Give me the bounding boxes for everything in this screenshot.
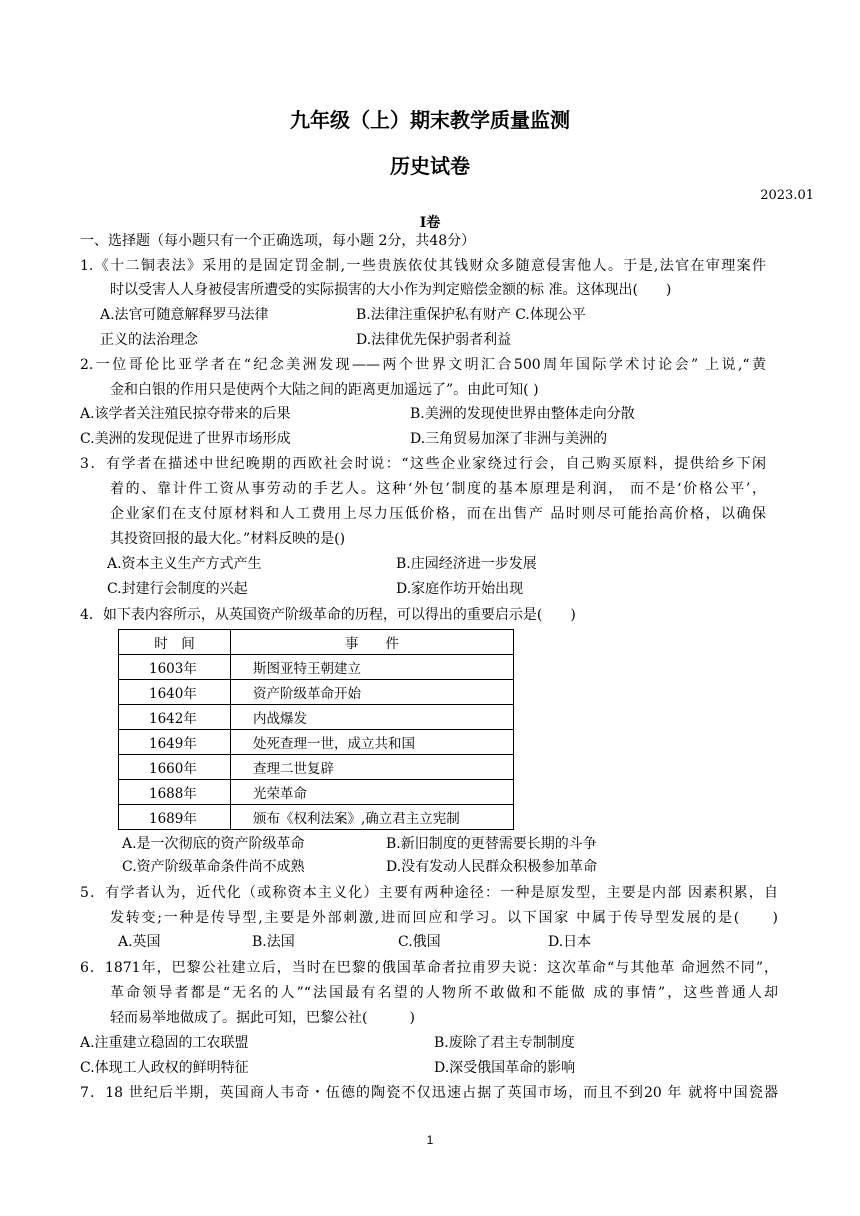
q3-option: B.庄园经济进一步发展	[396, 556, 537, 572]
q4-stem-line: 4．如下表内容所示，从英国资产阶级革命的历程，可以得出的重要启示是( )	[80, 607, 576, 623]
q2-option: D.三角贸易加深了非洲与美洲的	[410, 431, 608, 447]
q6-stem-line: 轻而易举地做成了。据此可知，巴黎公社( )	[110, 1010, 415, 1026]
table-row	[119, 680, 514, 705]
q3-stem-line: 企业家们在支付原材料和人工费用上尽力压低价格，而在出售产 品时则尽可能抬高价格，以确保	[110, 506, 766, 522]
table-header-event: 事 件	[231, 630, 514, 655]
q3-option: A.资本主义生产方式产生	[107, 556, 262, 572]
q1-option: B.法律注重保护私有财产 C.体现公平	[356, 307, 586, 323]
q2-option: B.美洲的发现使世界由整体走向分散	[410, 406, 635, 422]
q4-option: A.是一次彻底的资产阶级革命	[122, 836, 305, 852]
q5-stem-line: 发转变;一种是传导型,主要是外部刺激,进而回应和学习。以下国家 中属于传导型发展的是( )	[110, 910, 778, 926]
q3-stem-line: 着的、靠计件工资从事劳动的手艺人。这种‘外包’制度的基本原理是利润， 而不是‘价格公平’，	[110, 481, 766, 497]
exam-subtitle: 历史试卷	[390, 154, 470, 178]
table-row	[119, 655, 514, 680]
events-table	[118, 629, 514, 830]
table-row	[119, 730, 514, 755]
q2-option: A.该学者关注殖民掠夺带来的后果	[80, 406, 291, 422]
q5-option: B.法国	[252, 934, 295, 950]
q1-option: 正义的法治理念	[100, 332, 198, 348]
table-cell-year: 1640年	[119, 680, 231, 705]
page-number: 1	[426, 1133, 434, 1147]
q5-option: D.日本	[548, 934, 592, 950]
table-cell-year: 1660年	[119, 755, 231, 780]
table-cell-year: 1642年	[119, 705, 231, 730]
q6-option: A.注重建立稳固的工农联盟	[80, 1035, 249, 1051]
table-cell-year: 1688年	[119, 780, 231, 805]
q5-option: A.英国	[118, 934, 161, 950]
table-cell-event: 光荣革命	[231, 780, 514, 805]
table-row	[119, 755, 514, 780]
q6-option: D.深受俄国革命的影响	[434, 1060, 576, 1076]
table-cell-year: 1689年	[119, 805, 231, 830]
q5-option: C.俄国	[398, 934, 441, 950]
q6-option: B.废除了君主专制制度	[434, 1035, 575, 1051]
q3-stem-line: 3．有学者在描述中世纪晚期的西欧社会时说：“这些企业家绕过行会，自己购买原料，提供给乡下闲	[80, 456, 766, 472]
q4-option: D.没有发动人民群众积极参加革命	[386, 859, 598, 875]
q1-stem-line: 1.《十二铜表法》采用的是固定罚金制,一些贵族依仗其钱财众多随意侵害他人。于是,法官在审理案件	[80, 258, 766, 274]
q1-stem-line: 时以受害人人身被侵害所遭受的实际损害的大小作为判定赔偿金额的标 准。这体现出( )	[110, 282, 672, 298]
table-cell-event: 资产阶级革命开始	[231, 680, 514, 705]
table-header-time: 时 间	[119, 630, 231, 655]
q2-option: C.美洲的发现促进了世界市场形成	[80, 431, 291, 447]
table-header-row	[119, 630, 514, 655]
table-cell-event: 斯图亚特王朝建立	[231, 655, 514, 680]
table-row	[119, 705, 514, 730]
table-cell-event: 查理二世复辟	[231, 755, 514, 780]
table-cell-event: 内战爆发	[231, 705, 514, 730]
instructions: 一、选择题（每小题只有一个正确选项，每小题 2分，共48分）	[80, 233, 476, 249]
table-row	[119, 780, 514, 805]
q3-option: D.家庭作坊开始出现	[396, 581, 524, 597]
q6-option: C.体现工人政权的鲜明特征	[80, 1060, 249, 1076]
q4-option: B.新旧制度的更替需要长期的斗争	[386, 836, 597, 852]
table-cell-event: 处死查理一世，成立共和国	[231, 730, 514, 755]
table-cell-year: 1649年	[119, 730, 231, 755]
exam-date: 2023.01	[760, 188, 814, 203]
table-row	[119, 805, 514, 830]
q6-stem-line: 6．1871年，巴黎公社建立后，当时在巴黎的俄国革命者拉甫罗夫说：这次革命“与其他革 命迥然不同”，	[80, 960, 778, 976]
q2-stem-line: 金和白银的作用只是使两个大陆之间的距离更加遥远了”。由此可知( )	[110, 382, 539, 398]
section-heading: Ⅰ卷	[419, 215, 441, 231]
q5-stem-line: 5．有学者认为，近代化（或称资本主义化）主要有两种途径：一种是原发型，主要是内部 因素积累，自	[80, 885, 778, 901]
q1-option: D.法律优先保护弱者利益	[356, 332, 512, 348]
q2-stem-line: 2.一位哥伦比亚学者在“纪念美洲发现——两个世界文明汇合500周年国际学术讨论会” 上说,“黄	[80, 357, 766, 373]
exam-title: 九年级（上）期末教学质量监测	[290, 108, 570, 132]
q3-stem-line: 其投资回报的最大化。”材料反映的是()	[110, 531, 346, 547]
q7-stem-line: 7．18 世纪后半期，英国商人韦奇・伍德的陶瓷不仅迅速占据了英国市场，而且不到20 年 就将中国瓷器	[80, 1085, 778, 1101]
q6-stem-line: 革命领导者都是“无名的人”“法国最有名望的人物所不敢做和不能做 成的事情”，这些普通人却	[110, 985, 778, 1001]
q3-option: C.封建行会制度的兴起	[107, 581, 248, 597]
table-cell-year: 1603年	[119, 655, 231, 680]
q1-option: A.法官可随意解释罗马法律	[100, 307, 269, 323]
table-cell-event: 颁布《权利法案》,确立君主立宪制	[231, 805, 514, 830]
q4-option: C.资产阶级革命条件尚不成熟	[122, 859, 305, 875]
